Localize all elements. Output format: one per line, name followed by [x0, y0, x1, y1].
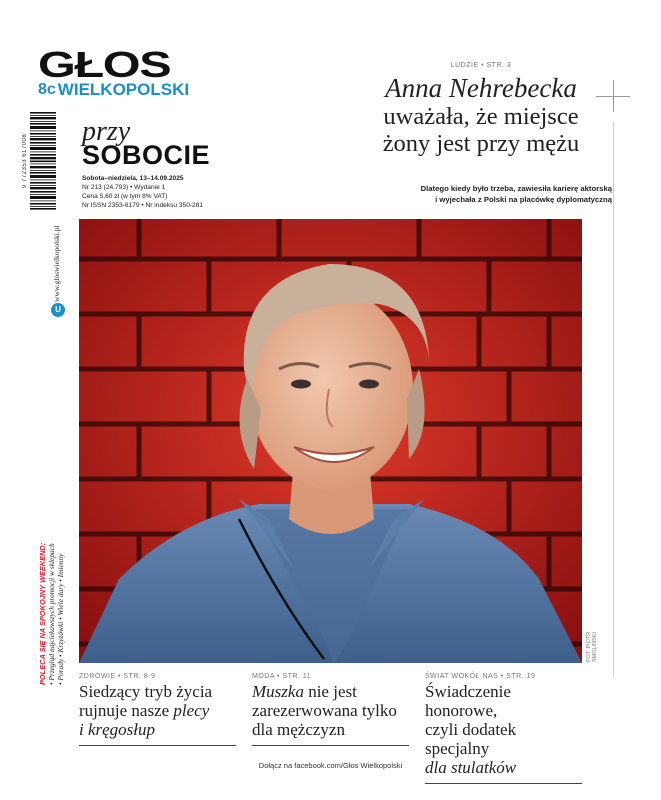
photo-credit: FOT. PIOTR SMOLIŃSKI — [586, 631, 598, 662]
promo-line: • Przegląd najciekawszych promocji w sklepach — [47, 543, 56, 685]
teaser-line: Świadczenie honorowe, — [425, 682, 511, 720]
deck-line: i wyjechała z Polski na placówkę dyplomatyczną — [435, 195, 612, 204]
issue-info — [82, 174, 203, 210]
footer-facebook[interactable]: Dołącz na facebook.com/Głos Wielkopolski — [258, 761, 403, 770]
masthead-logo — [38, 44, 223, 100]
supplement-przy: przy — [82, 116, 131, 147]
teaser-text: nie jest — [303, 682, 357, 701]
cover-photo[interactable] — [79, 219, 582, 663]
teaser-kicker: ŚWIAT WOKÓŁ NAS • STR. 19 — [425, 673, 536, 680]
teaser-line: zarezerwowana tylko — [252, 701, 397, 720]
teaser-fashion[interactable] — [252, 673, 409, 746]
lead-deck — [350, 183, 612, 205]
cover-photo-illustration — [79, 219, 582, 663]
brand-badge-icon: U — [51, 303, 65, 317]
teaser-rule — [425, 783, 582, 784]
deck-line: Dlatego kiedy było trzeba, zawiesiła karierę aktorską — [420, 184, 612, 193]
supplement-sobocie: SOBOCIE — [82, 140, 211, 170]
teaser-kicker: ZDROWIE • STR. 8-9 — [79, 673, 156, 680]
website-url[interactable]: www.gloswielkopolski.pl — [52, 225, 61, 302]
teaser-kicker: MODA • STR. 11 — [252, 673, 312, 680]
teaser-emphasis: plecy — [173, 701, 210, 720]
barcode — [30, 112, 56, 210]
logo-wielkopolski: WIELKOPOLSKI — [57, 80, 190, 99]
teaser-headline — [252, 682, 409, 739]
barcode-number: 9 772353 617008 — [22, 133, 28, 189]
teaser-text: rujnuje nasze — [79, 701, 174, 720]
lead-headline[interactable] — [350, 62, 612, 157]
teaser-rule — [252, 745, 409, 746]
teaser-line: czyli dodatek specjalny — [425, 720, 517, 758]
teaser-headline — [79, 682, 236, 739]
logo-glos: GŁOS — [38, 44, 171, 85]
teaser-health[interactable] — [79, 673, 236, 746]
issue-price: Cena 5,60 zł (w tym 8% VAT) — [82, 193, 168, 200]
logo-prefix: 8c — [38, 81, 56, 98]
promo-line: • Porady • Krzyżówki • Wiele dary • Imienny — [56, 553, 65, 685]
lead-name: Anna Nehrebecka — [385, 73, 577, 103]
lead-kicker: LUDZIE • STR. 3 — [450, 62, 512, 69]
lead-title-line: żony jest przy mężu — [382, 130, 580, 157]
issue-issn: Nr ISSN 2353-6179 • Nr indeksu 350-281 — [82, 202, 204, 209]
promo-title: POLECA SIĘ NA SPOKOJNY WEEKEND: — [38, 542, 47, 685]
teaser-line — [252, 682, 409, 701]
teaser-emphasis: Muszka — [252, 682, 304, 701]
issue-date: Sobota–niedziela, 13–14.09.2025 — [82, 175, 184, 182]
teaser-rule — [79, 745, 236, 746]
promo-sidebar — [38, 520, 65, 685]
teaser-emphasis: i kręgosłup — [79, 720, 156, 739]
teaser-line: Siedzący tryb życia — [79, 682, 213, 701]
column-rule — [613, 122, 614, 677]
teaser-line — [79, 720, 236, 739]
teaser-line — [79, 701, 236, 720]
teaser-line: dla mężczyzn — [252, 720, 345, 739]
issue-number: Nr 213 (24.793) • Wydanie 1 — [82, 184, 166, 191]
lead-title-line: uważała, że miejsce — [383, 103, 579, 130]
teaser-emphasis: dla stulatków — [425, 758, 517, 777]
crop-mark — [613, 80, 614, 112]
